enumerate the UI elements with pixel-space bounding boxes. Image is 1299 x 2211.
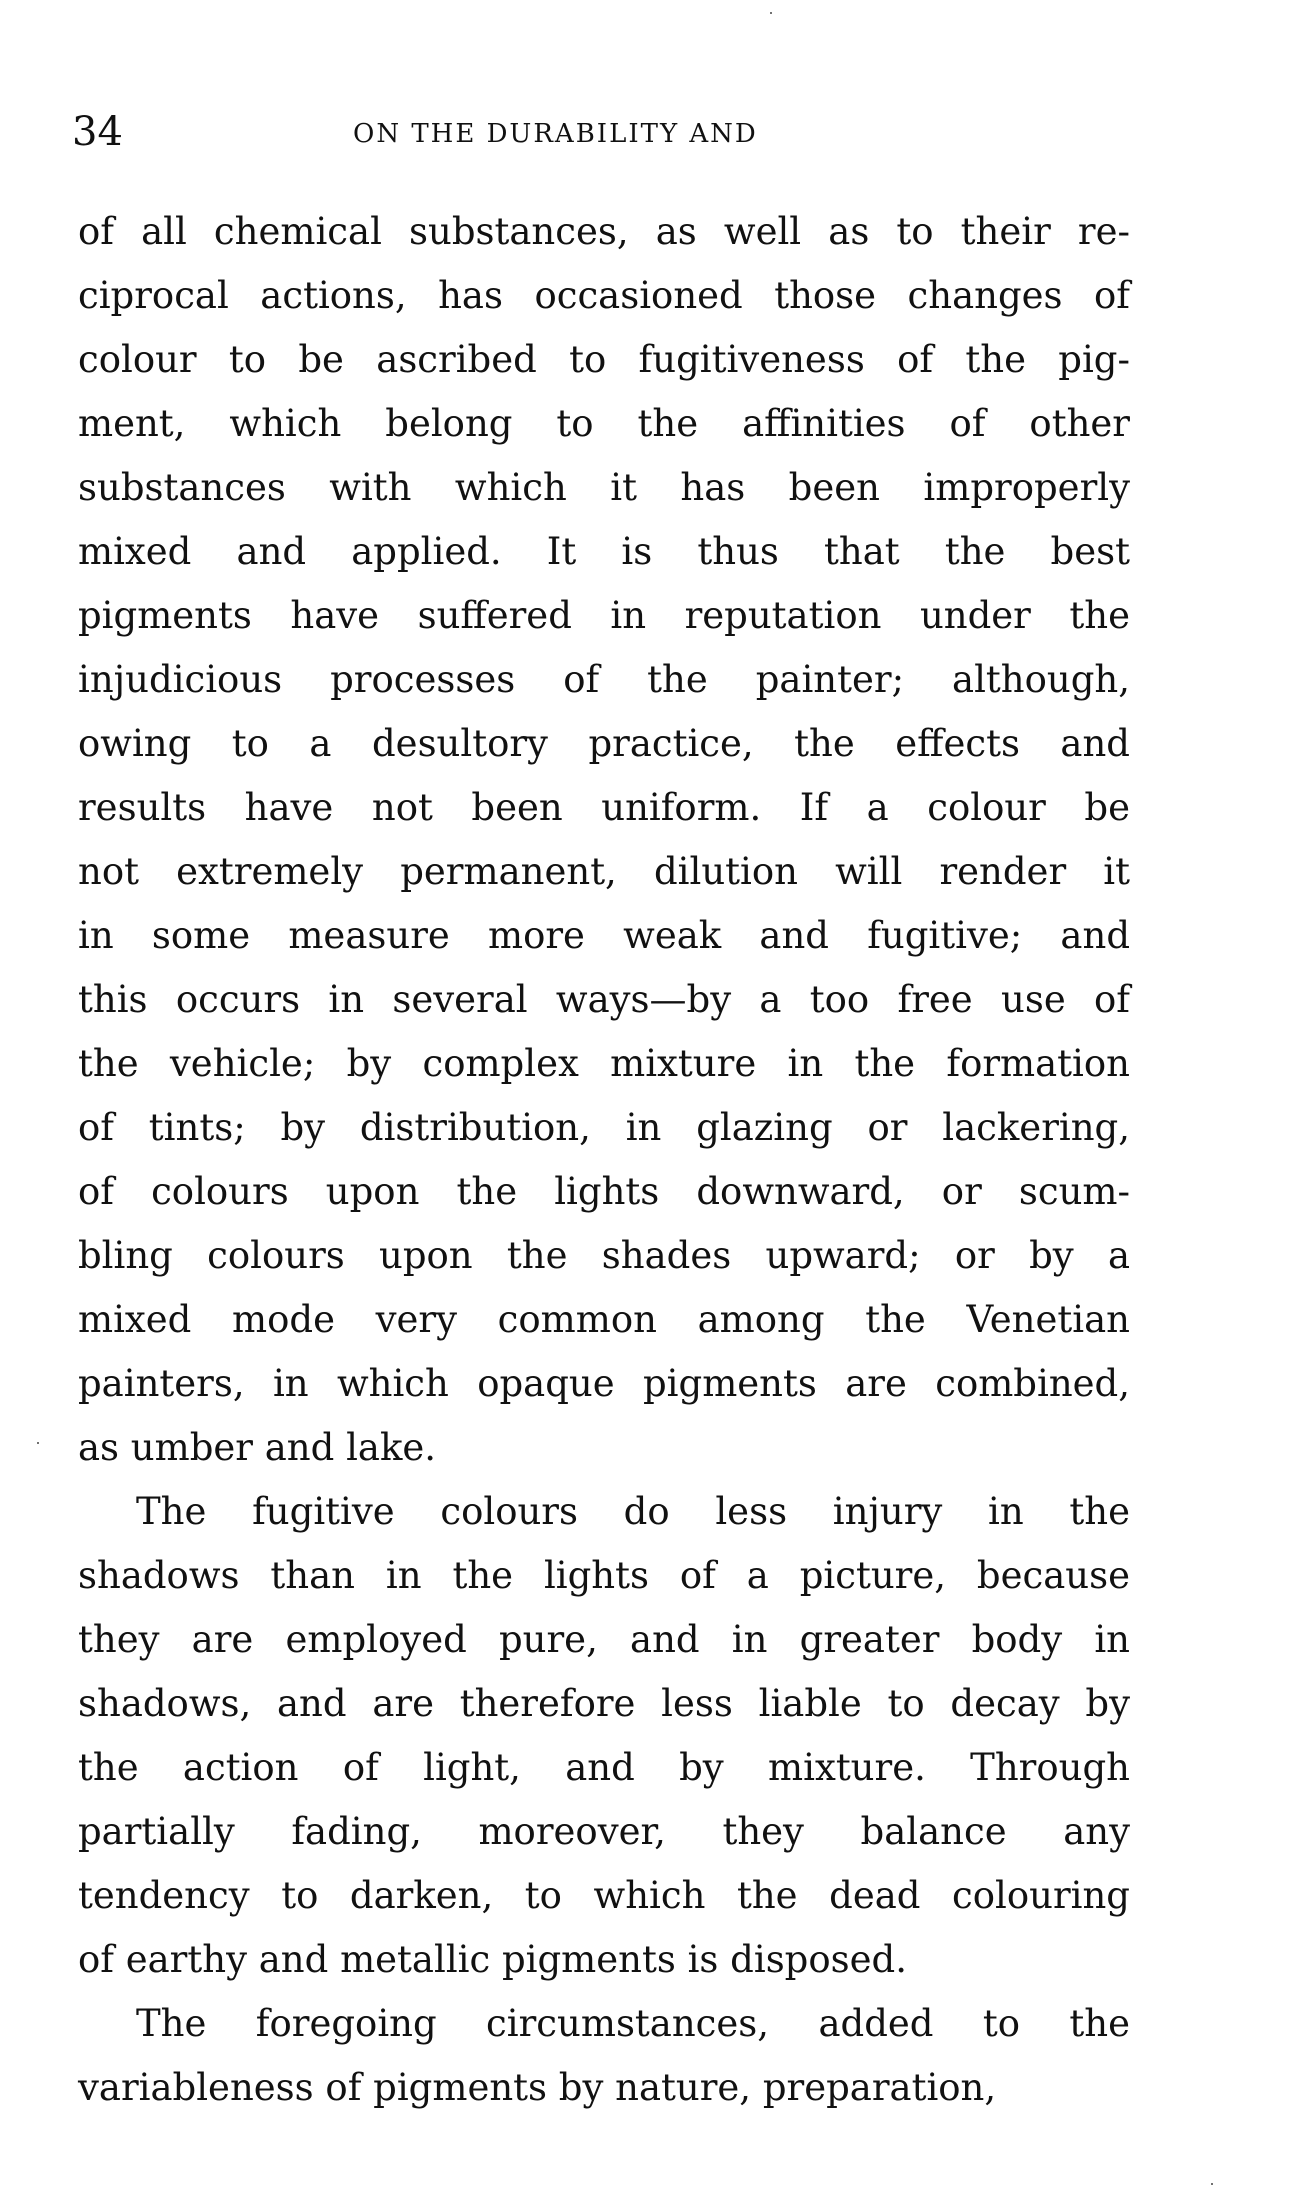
running-head-title: ON THE DURABILITY AND [353, 119, 758, 149]
text-line: painters, in which opaque pigments are combined, [78, 1362, 1130, 1405]
text-line: the action of light, and by mixture. Through [78, 1746, 1130, 1789]
text-line: they are employed pure, and in greater body in [78, 1618, 1130, 1661]
running-head [72, 108, 1132, 156]
text-line: pigments have suffered in reputation under the [78, 594, 1130, 637]
text-line: mixed mode very common among the Venetian [78, 1298, 1130, 1341]
text-line: The fugitive colours do less injury in the [136, 1490, 1130, 1533]
paragraph [78, 200, 1130, 1480]
body-text [78, 200, 1130, 2120]
text-line: bling colours upon the shades upward; or by a [78, 1234, 1130, 1277]
text-line: The foregoing circumstances, added to the [136, 2002, 1130, 2045]
text-line: this occurs in several ways—by a too free use of [78, 978, 1130, 1021]
text-line: colour to be ascribed to fugitiveness of the pig- [78, 338, 1130, 381]
text-line: of earthy and metallic pigments is disposed. [78, 1938, 907, 1981]
text-line: of all chemical substances, as well as to their re- [78, 210, 1130, 253]
text-line: substances with which it has been improperly [78, 466, 1130, 509]
text-line: not extremely permanent, dilution will render it [78, 850, 1130, 893]
page-number: 34 [72, 109, 123, 155]
text-line: results have not been uniform. If a colour be [78, 786, 1130, 829]
text-line: injudicious processes of the painter; although, [78, 658, 1130, 701]
scan-speck [770, 12, 772, 14]
text-line: variableness of pigments by nature, preparation, [78, 2066, 997, 2109]
text-line: shadows than in the lights of a picture, because [78, 1554, 1130, 1597]
paragraph [78, 1480, 1130, 1992]
scan-speck [1211, 2183, 1213, 2185]
text-line: mixed and applied. It is thus that the best [78, 530, 1130, 573]
text-line: shadows, and are therefore less liable to decay by [78, 1682, 1130, 1725]
text-line: the vehicle; by complex mixture in the formation [78, 1042, 1130, 1085]
text-line: owing to a desultory practice, the effects and [78, 722, 1130, 765]
text-line: of tints; by distribution, in glazing or lackering, [78, 1106, 1130, 1149]
text-line: ment, which belong to the affinities of other [78, 402, 1130, 445]
text-line: tendency to darken, to which the dead colouring [78, 1874, 1130, 1917]
scan-speck [37, 1442, 39, 1444]
text-line: partially fading, moreover, they balance any [78, 1810, 1130, 1853]
text-line: of colours upon the lights downward, or scum- [78, 1170, 1130, 1213]
text-line: as umber and lake. [78, 1426, 437, 1469]
paragraph [78, 1992, 1130, 2120]
text-line: in some measure more weak and fugitive; and [78, 914, 1130, 957]
text-line: ciprocal actions, has occasioned those changes of [78, 274, 1130, 317]
